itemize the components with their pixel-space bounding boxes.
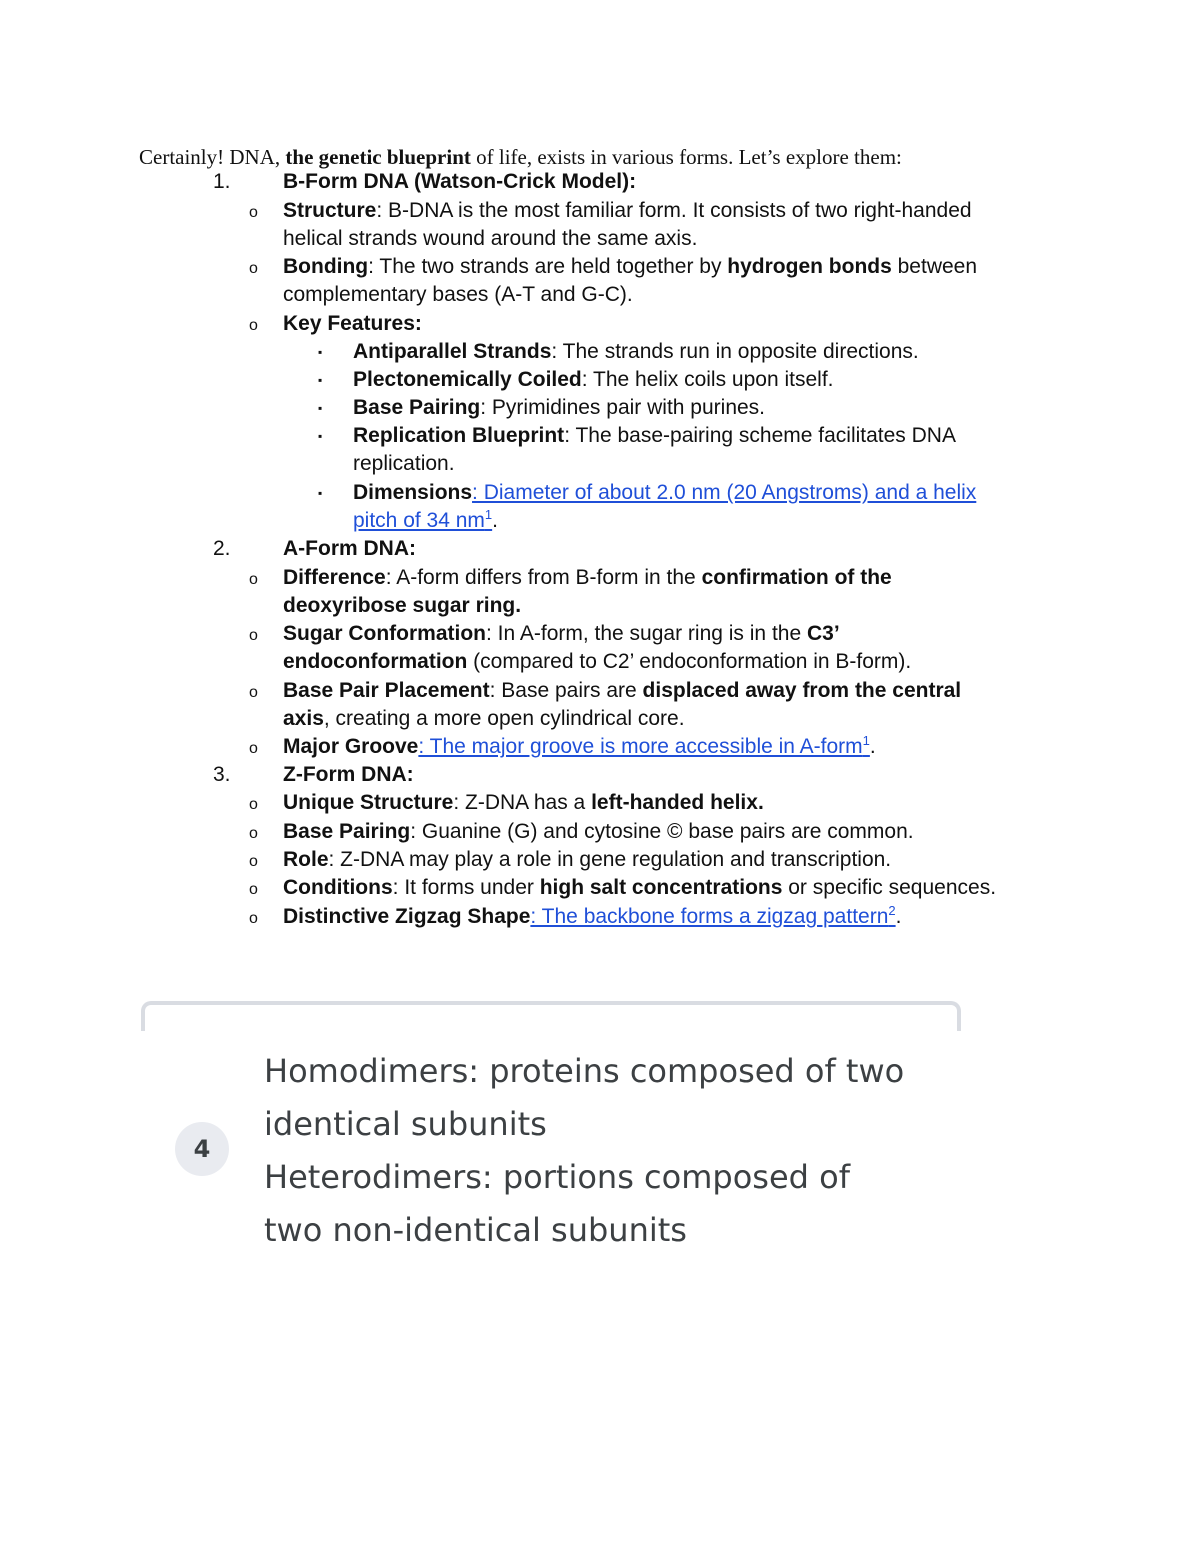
card-line: identical subunits [264,1105,547,1143]
citation-link[interactable]: : Diameter of about 2.0 nm (20 Angstroms) and a helix [472,481,977,504]
step-number-badge: 4 [175,1122,229,1176]
card-line: Homodimers: proteins composed of two [264,1052,905,1090]
outer-bullet: o [249,881,258,898]
list-item-bonding-cont: complementary bases (A-T and G-C). [283,283,633,306]
list-item-sugar-conformation-cont: endoconformation (compared to C2’ endoconformation in B-form). [283,650,912,673]
list-item-difference-cont: deoxyribose sugar ring. [283,594,522,617]
outer-bullet: o [249,317,258,334]
outer-bullet: o [249,796,258,813]
outer-bullet: o [249,910,258,927]
outer-bullet: o [249,684,258,701]
list-item-structure: Structure: B-DNA is the most familiar form. It consists of two right-handed [283,199,972,222]
section-2-number: 2. [213,537,231,560]
list-item-major-groove: Major Groove: The major groove is more accessible in A-form$^1$. [283,733,876,758]
outer-bullet: o [249,627,258,644]
subitem-replication: Replication Blueprint: The base-pairing scheme facilitates DNA [353,424,956,447]
citation-link[interactable]: : The major groove is more accessible in A-form$^1$ [418,733,870,758]
list-item-unique-structure: Unique Structure: Z-DNA has a left-handed helix. [283,791,764,814]
list-item-zigzag: Distinctive Zigzag Shape: The backbone forms a zigzag pattern$^2$. [283,903,902,928]
card-line: Heterodimers: portions composed of [264,1158,850,1196]
section-2-title: A-Form DNA: [283,537,416,560]
inner-bullet: ▪ [318,345,323,359]
outer-bullet: o [249,740,258,757]
inner-bullet: ▪ [318,373,323,387]
section-1-number: 1. [213,170,231,193]
subitem-plectonemic: Plectonemically Coiled: The helix coils upon itself. [353,368,834,391]
list-item-base-pair-placement-cont: axis, creating a more open cylindrical core. [283,707,685,730]
subitem-base-pairing: Base Pairing: Pyrimidines pair with purines. [353,396,766,419]
intro-bold: the genetic blueprint [285,145,471,169]
section-3-number: 3. [213,763,231,786]
outer-bullet: o [249,571,258,588]
outer-bullet: o [249,260,258,277]
intro-paragraph [139,143,1099,171]
list-item-conditions: Conditions: It forms under high salt concentrations or specific sequences. [283,876,997,899]
outer-bullet: o [249,204,258,221]
list-item-bonding: Bonding: The two strands are held together by hydrogen bonds between [283,255,978,278]
list-item-role: Role: Z-DNA may play a role in gene regulation and transcription. [283,848,892,871]
subitem-dimensions: Dimensions: Diameter of about 2.0 nm (20 Angstroms) and a helix [353,481,977,504]
list-item-base-pair-placement: Base Pair Placement: Base pairs are displaced away from the central [283,679,962,702]
outer-bullet: o [249,853,258,870]
intro-text: Certainly! DNA, [139,145,286,169]
card-line: two non-identical subunits [264,1211,687,1249]
subitem-antiparallel: Antiparallel Strands: The strands run in opposite directions. [353,340,919,363]
list-item-key-features: Key Features: [283,312,422,335]
citation-link[interactable]: pitch of 34 $nm^1$ [353,507,493,532]
citation-link[interactable]: : The backbone forms a zigzag pattern$^2$ [530,903,896,928]
list-item-structure-cont: helical strands wound around the same axis. [283,227,698,250]
outer-bullet: o [249,825,258,842]
inner-bullet: ▪ [318,486,323,500]
inner-bullet: ▪ [318,429,323,443]
list-item-difference: Difference: A-form differs from B-form in the confirmation of the [283,566,892,589]
card-border [141,1001,961,1031]
list-item-sugar-conformation: Sugar Conformation: In A-form, the sugar ring is in the C3’ [283,622,840,645]
section-3-title: Z-Form DNA: [283,763,414,786]
subitem-replication-cont: replication. [353,452,455,475]
subitem-dimensions-cont: pitch of 34 $nm^1$. [353,507,498,532]
section-1-title: B-Form DNA (Watson-Crick Model): [283,170,637,193]
card-text [264,1045,904,1257]
intro-text-end: of life, exists in various forms. Let’s explore them: [470,145,902,169]
list-item-z-base-pairing: Base Pairing: Guanine (G) and cytosine © base pairs are common. [283,820,914,843]
inner-bullet: ▪ [318,401,323,415]
